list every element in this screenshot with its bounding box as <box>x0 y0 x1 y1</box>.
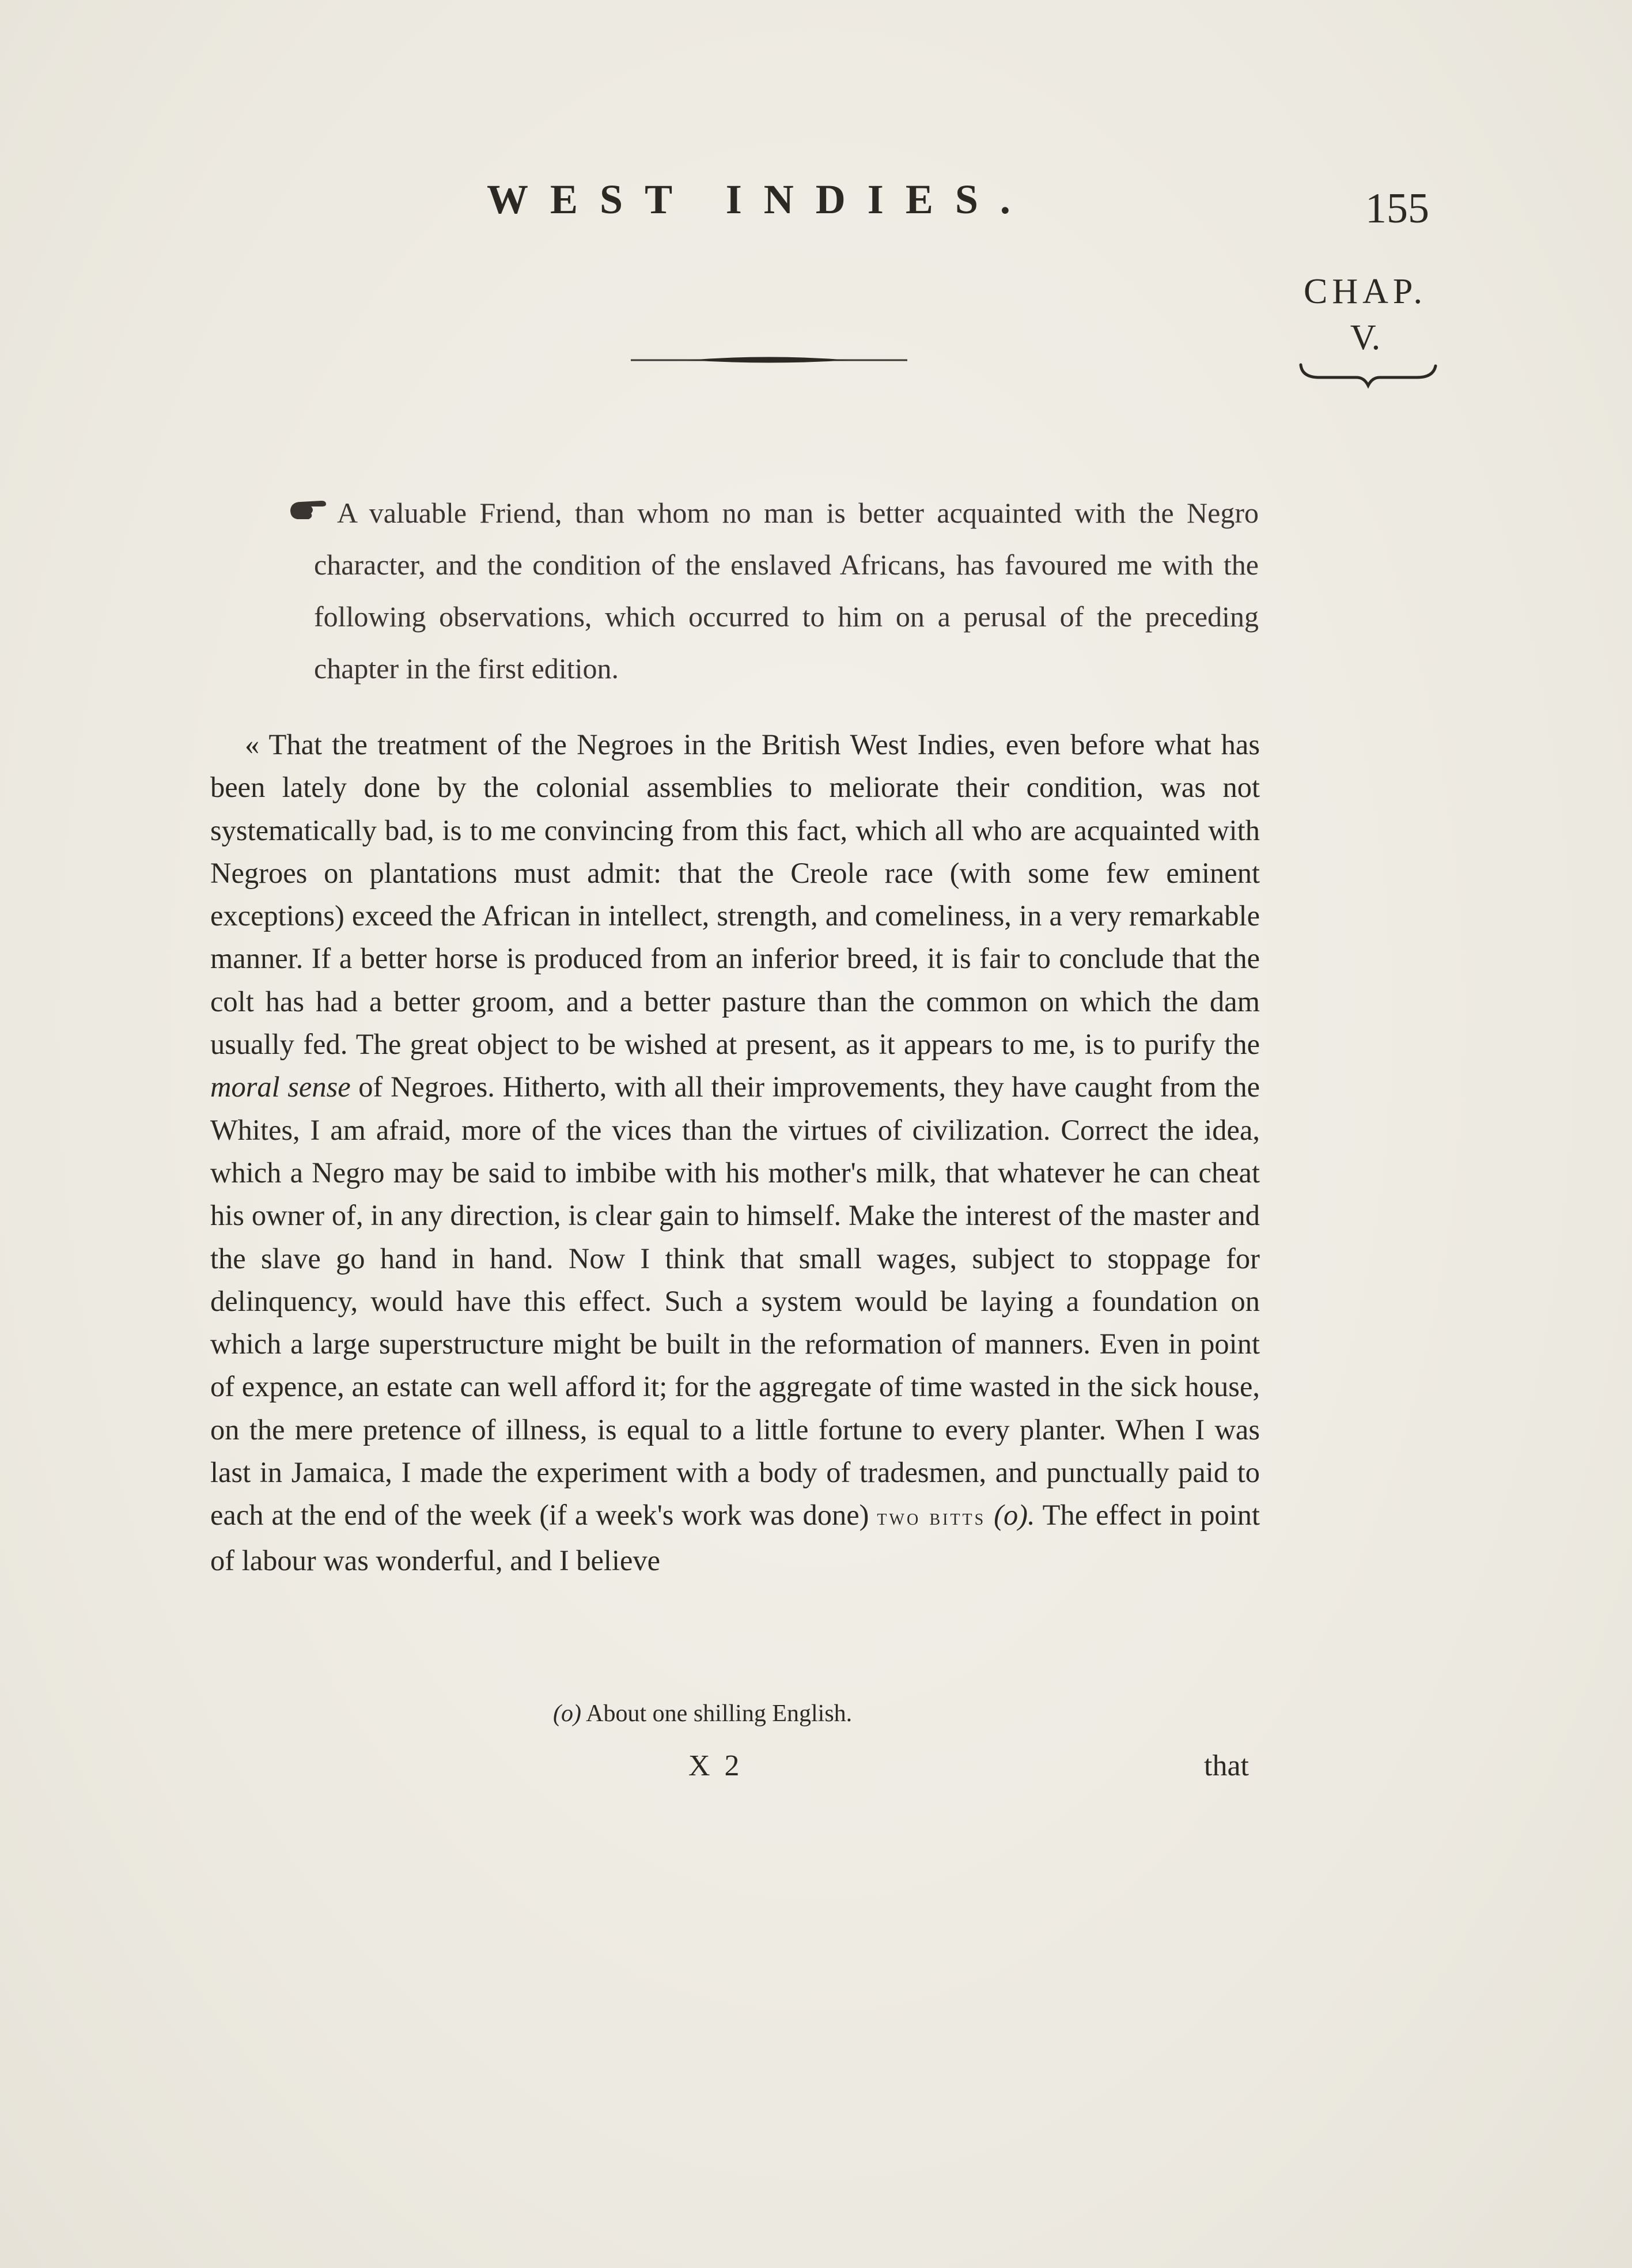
brace-ornament <box>1296 360 1440 389</box>
body-paragraph <box>210 723 1260 1582</box>
ornamental-rule <box>631 351 907 369</box>
chapter-number: V. <box>1350 318 1381 357</box>
footnote-marker: (o) <box>553 1700 581 1727</box>
footnote-reference: (o). <box>994 1499 1035 1532</box>
footnote <box>553 1700 852 1728</box>
running-head: WEST INDIES. <box>487 176 1032 222</box>
page-number: 155 <box>1365 185 1429 232</box>
body-text-part-2: of Negroes. Hitherto, with all their improvements, they have caught from the Whites, I am afraid, more of the vices than the virtues of civilization. Correct the idea, which a Negro may be said to imbibe with his mother's milk, that whatever he can cheat his owner of, in any direction, is clear gain to himself. Make the interest of the master and the slave go hand in hand. Now I think that small wages, subject to stoppage for delinquency, would have this effect. Such a system would be laying a foundation on which a large superstructure might be built in the reformation of manners. Even in point of expence, an estate can well afford it; for the aggregate of time wasted in the sick house, on the mere pretence of illness, is equal to a little fortune to every planter. When I was last in Jamaica, I made the experiment with a body of tradesmen, and punctually paid to each at the end of the week (if a week's work was done) <box>210 1071 1260 1532</box>
body-text-part-3: The effect in point of labour was wonderful, and I believe <box>210 1499 1260 1577</box>
small-caps-two-bitts: two bitts <box>877 1504 986 1530</box>
intro-paragraph: A valuable Friend, than whom no man is better acquainted with the Negro character, and the condition of the enslaved Africans, has favoured me with the following observations, which occurred to him on a perusal of the preceding chapter in the first edition. <box>314 497 1259 685</box>
catchword: that <box>1204 1749 1249 1782</box>
quoted-letter <box>210 723 1260 1582</box>
body-text-part-1: « That the treatment of the Negroes in the British West Indies, even before what has been lately done by the colonial assemblies to meliorate their condition, was not systematically bad, is to me convincing from this fact, which all who are acquainted with Negroes on plantations must admit: that the Creole race (with some few eminent exceptions) exceed the African in intellect, strength, and comeliness, in a very remarkable manner. If a better horse is produced from an inferior breed, it is fair to conclude that the colt has had a better groom, and a better pasture than the common on which the dam usually fed. The great object to be wished at present, as it appears to me, is to purify the <box>210 728 1260 1061</box>
footnote-text: About one shilling English. <box>586 1700 853 1727</box>
chapter-label: CHAP. <box>1303 272 1427 311</box>
signature-mark: X 2 <box>688 1749 743 1782</box>
introductory-note <box>314 487 1259 694</box>
emphasis-moral-sense: moral sense <box>210 1071 351 1103</box>
